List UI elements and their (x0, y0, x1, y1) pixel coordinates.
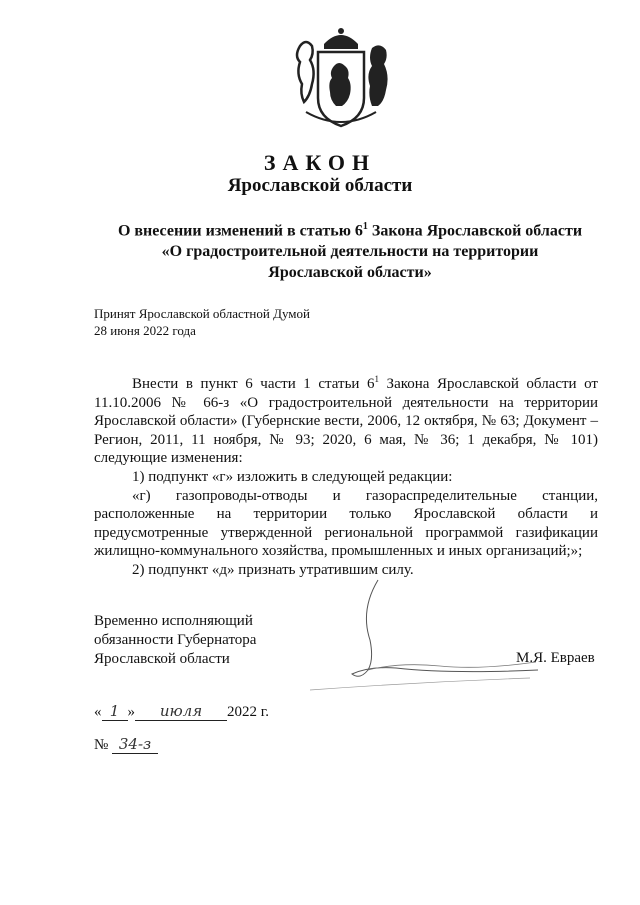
law-title: ЗАКОН (263, 150, 377, 175)
bear-icon (329, 63, 350, 106)
body-paragraph: 2) подпункт «д» признать утратившим силу. (132, 561, 414, 578)
date-day: 1 (102, 702, 128, 721)
law-subject (95, 216, 605, 283)
coat-of-arms-emblem (288, 26, 394, 132)
goat-supporter-icon (297, 42, 314, 102)
body-paragraph: Внести в пункт 6 части 1 статьи $6^1$ Закона Ярославской области от 11.10.2006 № 66-з «О градостроительной деятельности на территории Ярославской области» (Губернские вести, 2006, 12 октября, № 63; Документ – Регион, 2011, 11 ноября, № 93; 2020, 6 мая, № 36; 1 декабря, № 101) следующие изменения: (94, 374, 598, 467)
law-number: № 34-з (94, 735, 158, 754)
adoption-info (94, 305, 310, 339)
law-number-value: 34-з (112, 735, 158, 754)
signer-name: М.Я. Евраев (516, 650, 595, 666)
date-year: 2022 г. (227, 704, 269, 720)
subject-line-3: Ярославской области» (268, 264, 432, 282)
signer-position (94, 612, 256, 669)
body-paragraph: 1) подпункт «г» изложить в следующей редакции: (132, 468, 453, 485)
adoption-body: Принят Ярославской областной Думой (94, 306, 310, 321)
date-month: июля (135, 702, 227, 721)
bear-supporter-icon (368, 45, 387, 106)
body-paragraph: «г) газопроводы-отводы и газораспределительные станции, расположенные на территории только Ярославской области и предусмотренные утвержденной региональной программой газификации жилищно-коммунального хозяйства, промышленных и иных организаций;»; (94, 487, 598, 560)
signer-position-line: обязанности Губернатора (94, 632, 257, 648)
signing-date: « 1 » июля 2022 г. (94, 702, 269, 720)
ribbon-icon (306, 112, 376, 122)
signer-position-line: Временно исполняющий (94, 613, 253, 629)
law-region-title: Ярославской области (227, 175, 413, 196)
law-body (94, 370, 598, 580)
signer-position-line: Ярославской области (94, 651, 230, 667)
crown-icon (324, 28, 358, 49)
subject-line-2: «О градостроительной деятельности на территории (161, 243, 539, 261)
adoption-date: 28 июня 2022 года (94, 323, 196, 338)
subject-line-1: О внесении изменений в статью $6^1$ Закона Ярославской области (117, 221, 583, 240)
handwritten-signature (300, 570, 540, 695)
